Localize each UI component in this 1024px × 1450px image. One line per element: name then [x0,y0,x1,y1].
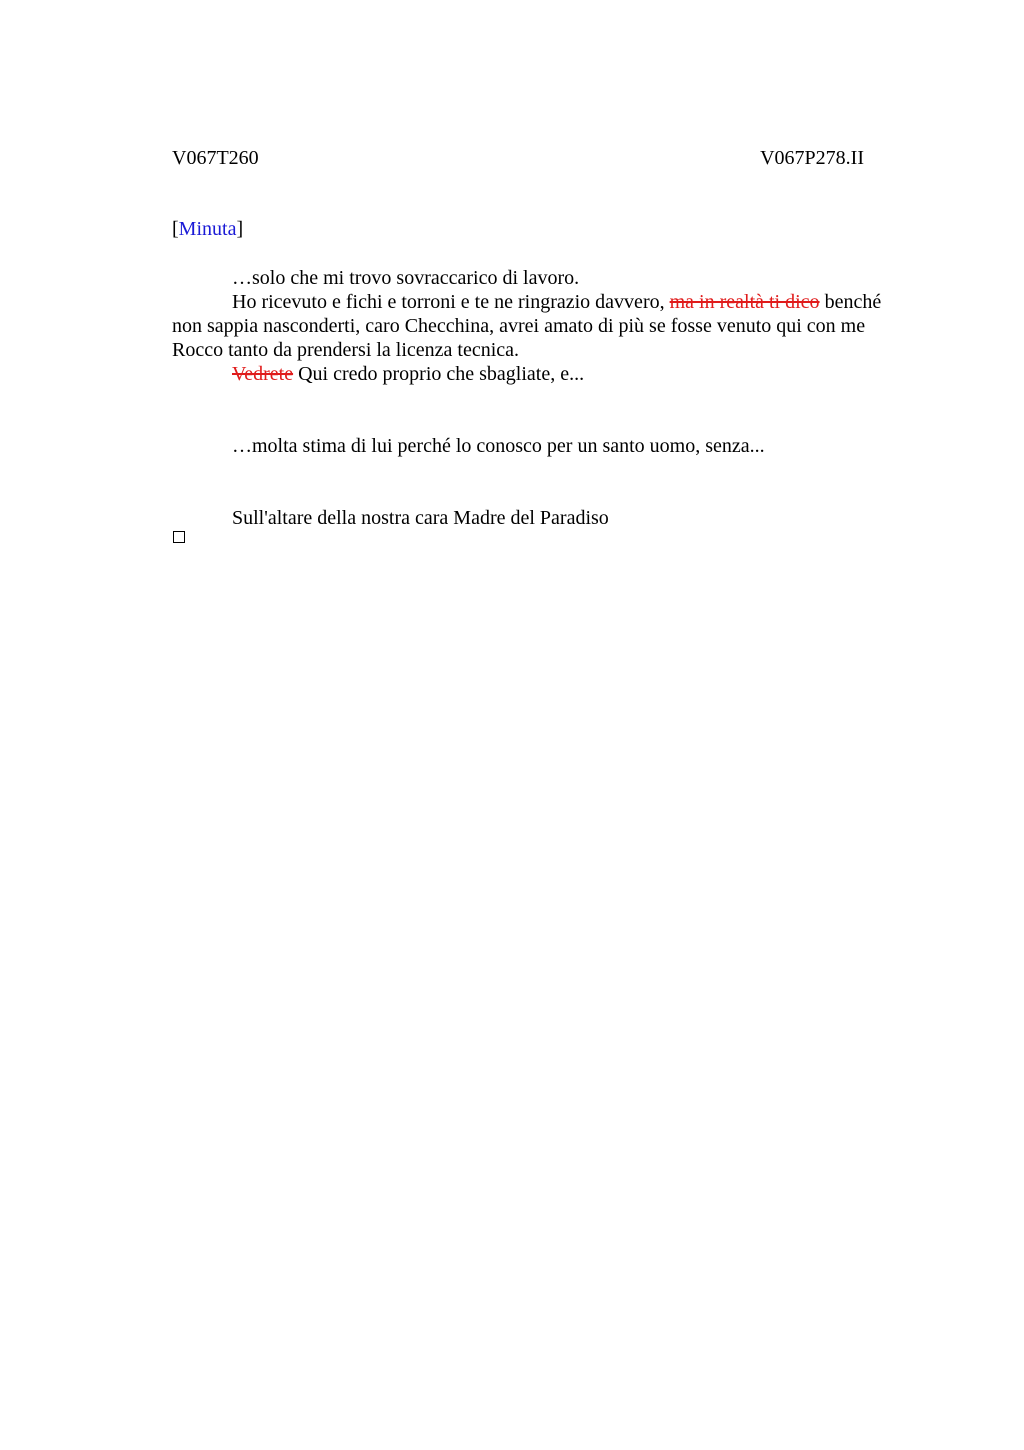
paragraph-2-text-start: Ho ricevuto e fichi e torroni e te ne ringrazio davvero, [232,291,670,313]
paragraph-3-text: Qui credo proprio che sbagliate, e... [293,363,585,385]
paragraph-1: …solo che mi trovo sovraccarico di lavoro. [232,267,580,289]
paragraph-5: Sull'altare della nostra cara Madre del Paradiso [232,507,609,529]
header-left-code: V067T260 [172,147,259,169]
paragraph-2-text-end: benché non sappia nasconderti, caro Checchina, avrei amato di più se fosse venuto qui con me Rocco tanto da prendersi la licenza tecnica. [172,291,882,361]
letter-body [172,266,904,530]
document-type-label [172,217,243,241]
page-header [172,146,864,170]
close-bracket: ] [236,218,244,240]
paragraph-2 [172,290,904,362]
deleted-word: Vedrete [232,363,294,385]
section-gap [172,458,904,506]
paragraph-4: …molta stima di lui perché lo conosco per un santo uomo, senza... [232,435,765,457]
checkbox-square-icon[interactable] [173,531,185,543]
open-bracket: [ [172,218,179,240]
deleted-text: ma in realtà ti dico [669,291,820,313]
minuta-link[interactable]: Minuta [178,218,237,240]
section-gap [172,386,904,434]
paragraph-3 [172,362,904,386]
header-right-code: V067P278.II [760,147,864,169]
